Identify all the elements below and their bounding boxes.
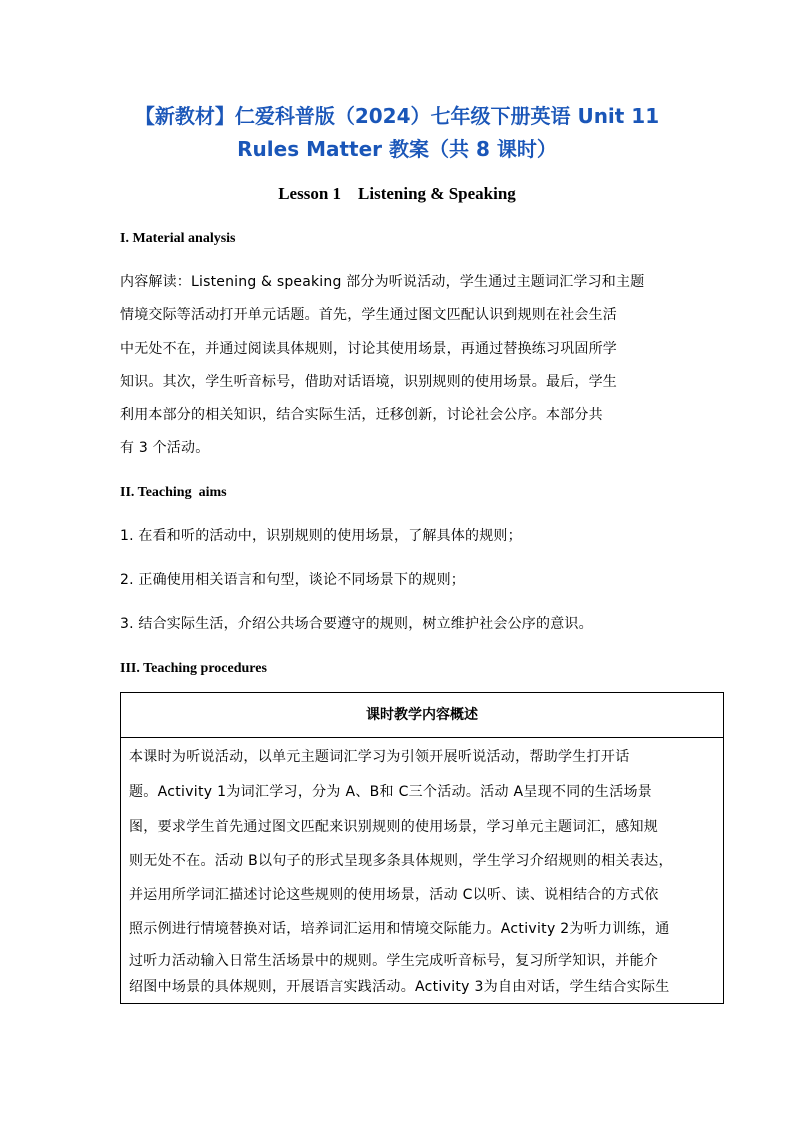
material-analysis-line: 中无处不在，并通过阅读具体规则，讨论其使用场景，再通过替换练习巩固所学 (120, 341, 617, 357)
material-analysis-line: 利用本部分的相关知识，结合实际生活，迁移创新，讨论社会公序。本部分共 (120, 407, 603, 423)
table-body-line: 图，要求学生首先通过图文匹配来识别规则的使用场景，学习单元主题词汇，感知规 (129, 819, 659, 835)
material-analysis-line: 情境交际等活动打开单元话题。首先，学生通过图文匹配认识到规则在社会生活 (120, 307, 617, 323)
material-analysis-line: 知识。其次，学生听音标号，借助对话语境，识别规则的使用场景。最后，学生 (120, 374, 617, 390)
material-analysis-line: 有 3 个活动。 (120, 440, 210, 456)
document-title-line-2: Rules Matter 教案（共 8 课时） (237, 137, 557, 161)
section-heading-teaching-procedures: III. Teaching procedures (120, 661, 267, 676)
table-body-line: 则无处不在。活动 B以句子的形式呈现多条具体规则，学生学习介绍规则的相关表达， (129, 853, 673, 869)
teaching-aim-item: 3. 结合实际生活，介绍公共场合要遵守的规则，树立维护社会公序的意识。 (120, 616, 593, 632)
teaching-aim-item: 1. 在看和听的活动中，识别规则的使用场景，了解具体的规则； (120, 528, 522, 544)
table-body-line: 题。Activity 1为词汇学习，分为 A、B和 C三个活动。活动 A呈现不同的生活场景 (129, 784, 653, 800)
lesson-overview-table (120, 692, 724, 1004)
table-header-cell: 课时教学内容概述 (121, 693, 723, 738)
table-body-line: 照示例进行情境替换对话，培养词汇运用和情境交际能力。Activity 2为听力训练，通 (129, 921, 670, 937)
document-title-line-1: 【新教材】仁爱科普版（2024）七年级下册英语 Unit 11 (134, 104, 660, 128)
table-body-line: 并运用所学词汇描述讨论这些规则的使用场景，活动 C以听、读、说相结合的方式依 (129, 887, 659, 903)
section-heading-teaching-aims: II. Teaching aims (120, 485, 227, 500)
table-body-line: 绍图中场景的具体规则，开展语言实践活动。Activity 3为自由对话，学生结合实际生 (129, 979, 670, 995)
table-body-line: 过听力活动输入日常生活场景中的规则。学生完成听音标号，复习所学知识，并能介 (129, 953, 659, 969)
section-heading-material-analysis: I. Material analysis (120, 231, 236, 246)
material-analysis-line: 内容解读：Listening & speaking 部分为听说活动，学生通过主题词汇学习和主题 (120, 274, 645, 290)
table-body-line: 本课时为听说活动，以单元主题词汇学习为引领开展听说活动，帮助学生打开话 (129, 749, 630, 765)
lesson-heading: Lesson 1 Listening & Speaking (278, 184, 516, 203)
document-title (80, 100, 714, 166)
teaching-aim-item: 2. 正确使用相关语言和句型，谈论不同场景下的规则； (120, 572, 466, 588)
